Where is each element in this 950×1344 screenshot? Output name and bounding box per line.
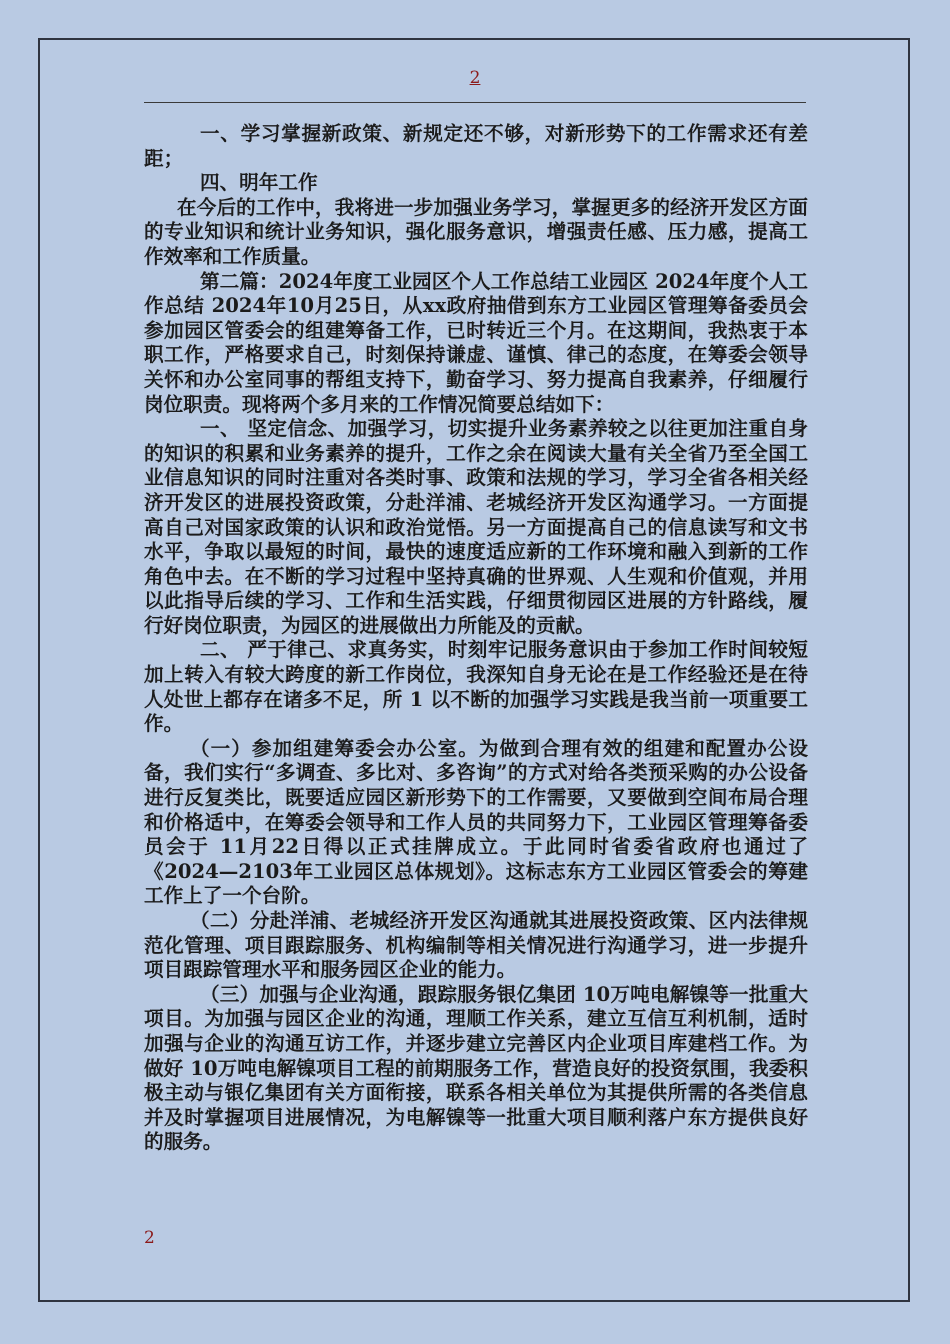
paragraph: 二、 严于律己、求真务实，时刻牢记服务意识由于参加工作时间较短加上转入有较大跨度的新工作岗位，我深知自身无论在是工作经验还是在待人处世上都存在诸多不足，所 1 以不断的加强学习实践是我当前一项重要工作。 xyxy=(144,638,808,736)
paragraph: 一、学习掌握新政策、新规定还不够，对新形势下的工作需求还有差距； xyxy=(144,122,808,170)
document-body xyxy=(144,122,808,1155)
paragraph: （二）分赴洋浦、老城经济开发区沟通就其进展投资政策、区内法律规范化管理、项目跟踪服务、机构编制等相关情况进行沟通学习，进一步提升项目跟踪管理水平和服务园区企业的能力。 xyxy=(144,909,808,982)
section-heading: 四、明年工作 xyxy=(200,171,318,195)
paragraph: 一、 坚定信念、加强学习，切实提升业务素养较之以往更加注重自身的知识的积累和业务素养的提升，工作之余在阅读大量有关全省乃至全国工业信息知识的同时注重对各类时事、政策和法规的学习，学习全省各相关经济开发区的进展投资政策，分赴洋浦、老城经济开发区沟通学习。一方面提高自己对国家政策的认识和政治觉悟。另一方面提高自己的信息读写和文书水平，争取以最短的时间，最快的速度适应新的工作环境和融入到新的工作角色中去。在不断的学习过程中坚持真确的世界观、人生观和价值观，并用以此指导后续的学习、工作和生活实践，仔细贯彻园区进展的方针路线，履行好岗位职责，为园区的进展做出力所能及的贡献。 xyxy=(144,417,808,637)
paragraph: （一）参加组建筹委会办公室。为做到合理有效的组建和配置办公设备，我们实行“多调查、多比对、多咨询”的方式对给各类预采购的办公设备进行反复类比，既要适应园区新形势下的工作需要，又要做到空间布局合理和价格适中，在筹委会领导和工作人员的共同努力下，工业园区管理筹备委员会于 11月22日得以正式挂牌成立。于此同时省委省政府也通过了《2024—2103年工业园区总体规划》。这标志东方工业园区管委会的筹建工作上了一个台阶。 xyxy=(144,736,808,908)
header-page-number: 2 xyxy=(469,68,481,88)
header-divider xyxy=(144,102,806,103)
paragraph: 第二篇：2024年度工业园区个人工作总结工业园区 2024年度个人工作总结 2024年10月25日，从xx政府抽借到东方工业园区管理筹备委员会参加园区管委会的组建筹备工作，已时转近三个月。在这期间，我热衷于本职工作，严格要求自己，时刻保持谦虚、谨慎、律己的态度，在筹委会领导关怀和办公室同事的帮组支持下，勤奋学习、努力提高自我素养，仔细履行岗位职责。现将两个多月来的工作情况简要总结如下： xyxy=(144,269,808,416)
paragraph: 在今后的工作中，我将进一步加强业务学习，掌握更多的经济开发区方面的专业知识和统计业务知识，强化服务意识，增强责任感、压力感，提高工作效率和工作质量。 xyxy=(144,195,808,268)
footer-page-number: 2 xyxy=(144,1228,155,1248)
paragraph: （三）加强与企业沟通，跟踪服务银亿集团 10万吨电解镍等一批重大项目。为加强与园区企业的沟通，理顺工作关系，建立互信互利机制，适时加强与企业的沟通互访工作，并逐步建立完善区内企业项目库建档工作。为做好 10万吨电解镍项目工程的前期服务工作，营造良好的投资氛围，我委积极主动与银亿集团有关方面衔接，联系各相关单位为其提供所需的各类信息并及时掌握项目进展情况，为电解镍等一批重大项目顺利落户东方提供良好的服务。 xyxy=(144,982,808,1154)
